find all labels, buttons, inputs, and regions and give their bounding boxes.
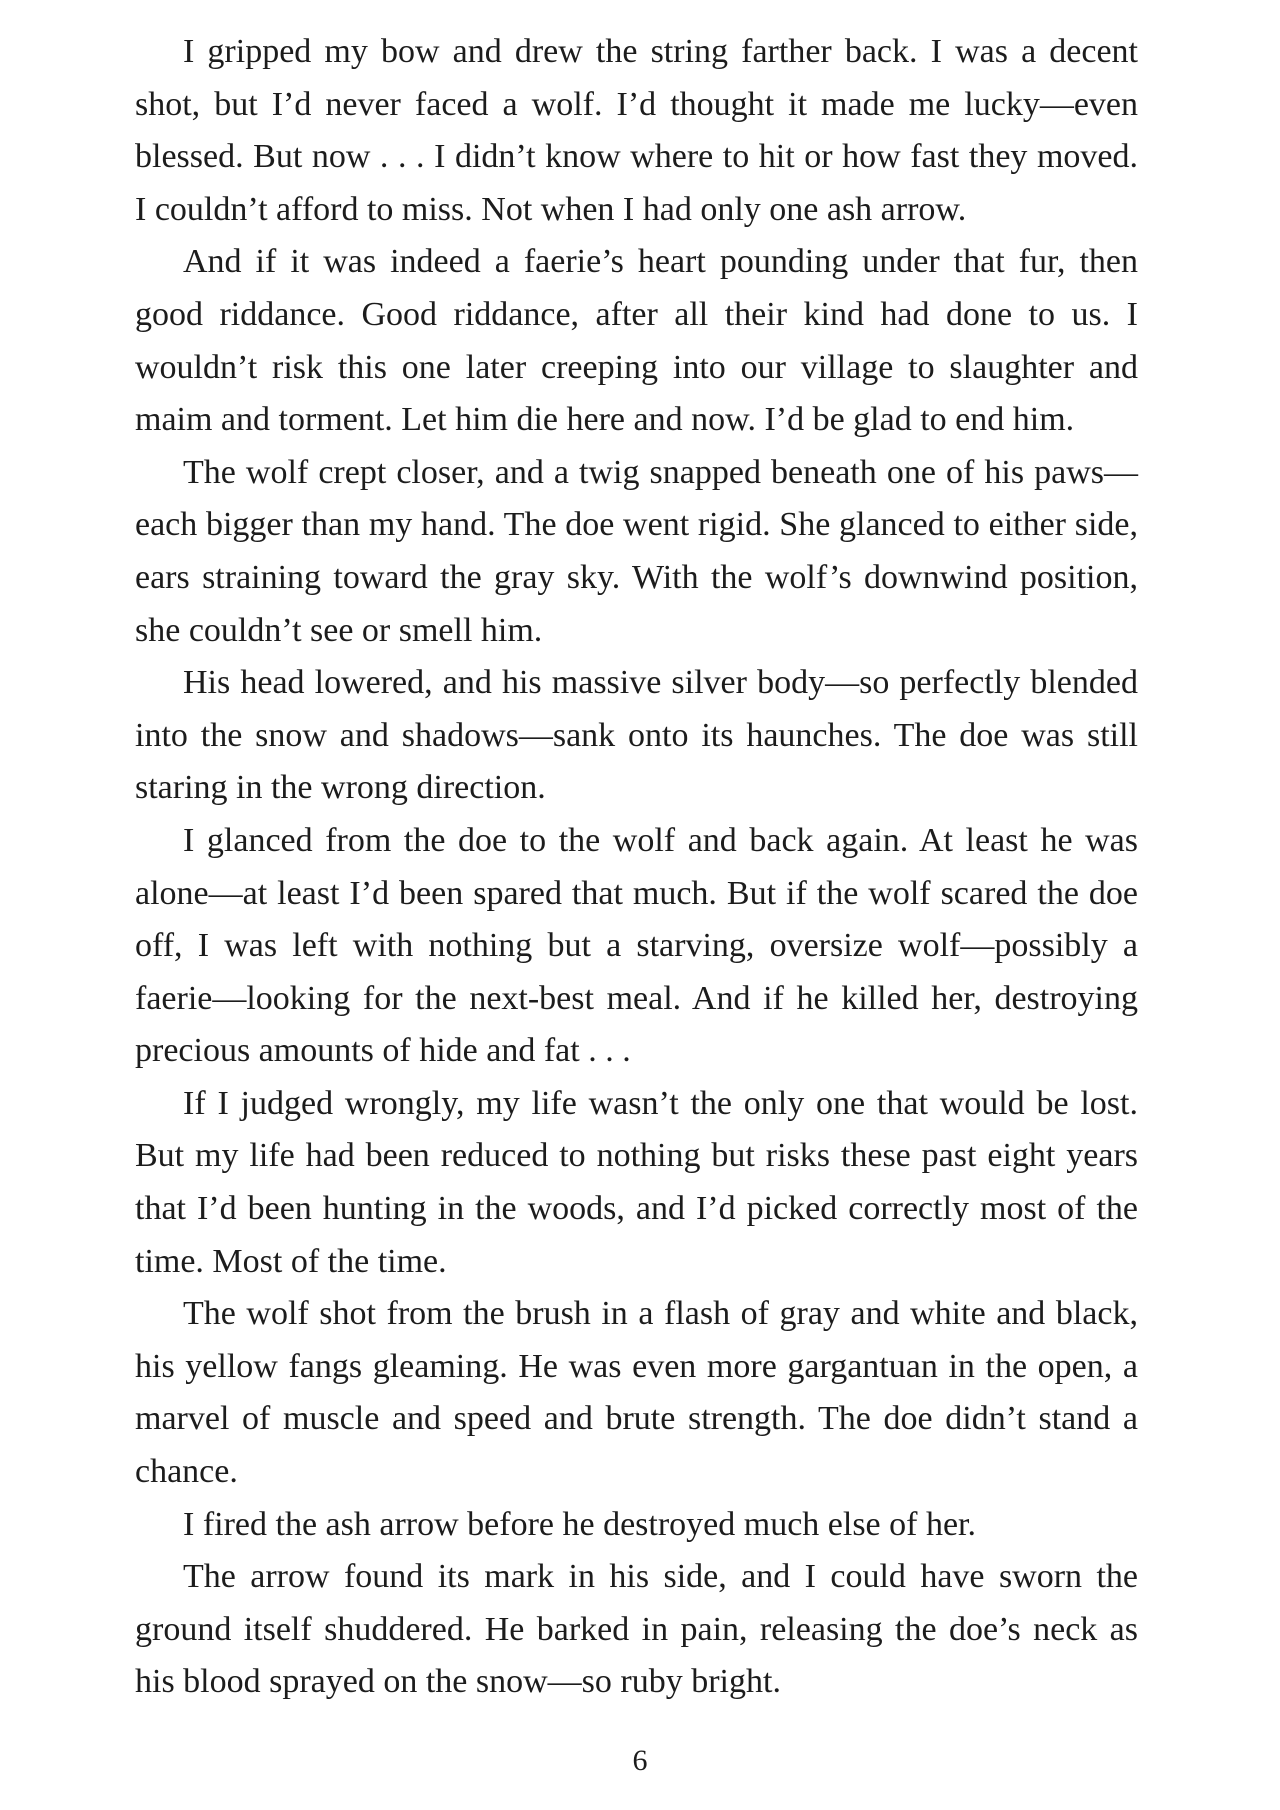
paragraph: And if it was indeed a faerie’s heart pounding under that fur, then good riddance. Good riddance, after all their kind had done to us. I wouldn’t risk this one later creeping into our village to slaughter and maim and torment. Let him die here and now. I’d be glad to end him. <box>135 243 1138 439</box>
body-text <box>135 26 1138 1709</box>
paragraph: His head lowered, and his massive silver body—so perfectly blended into the snow and shadows—sank onto its haunches. The doe was still staring in the wrong direction. <box>135 664 1138 807</box>
paragraph: I gripped my bow and drew the string farther back. I was a decent shot, but I’d never faced a wolf. I’d thought it made me lucky—even blessed. But now . . . I didn’t know where to hit or how fast they moved. I couldn’t afford to miss. Not when I had only one ash arrow. <box>135 33 1138 228</box>
page-number: 6 <box>632 1744 648 1777</box>
paragraph: I fired the ash arrow before he destroyed much else of her. <box>183 1505 977 1543</box>
paragraph: The wolf crept closer, and a twig snapped beneath one of his paws—each bigger than my hand. The doe went rigid. She glanced to either side, ears straining toward the gray sky. With the wolf’s downwind position, she couldn’t see or smell him. <box>135 453 1138 649</box>
paragraph: The wolf shot from the brush in a flash of gray and white and black, his yellow fangs gleaming. He was even more gargantuan in the open, a marvel of muscle and speed and brute strength. The doe didn’t stand a chance. <box>135 1295 1138 1491</box>
paragraph: I glanced from the doe to the wolf and back again. At least he was alone—at least I’d been spared that much. But if the wolf scared the doe off, I was left with nothing but a starving, oversize wolf—possibly a faerie—looking for the next-best meal. And if he killed her, destroying precious amounts of hide and fat . . . <box>135 821 1138 1070</box>
paragraph: If I judged wrongly, my life wasn’t the only one that would be lost. But my life had been reduced to nothing but risks these past eight years that I’d been hunting in the woods, and I’d picked correctly most of the time. Most of the time. <box>135 1084 1138 1280</box>
paragraph: The arrow found its mark in his side, and I could have sworn the ground itself shuddered. He barked in pain, releasing the doe’s neck as his blood sprayed on the snow—so ruby bright. <box>135 1558 1138 1701</box>
